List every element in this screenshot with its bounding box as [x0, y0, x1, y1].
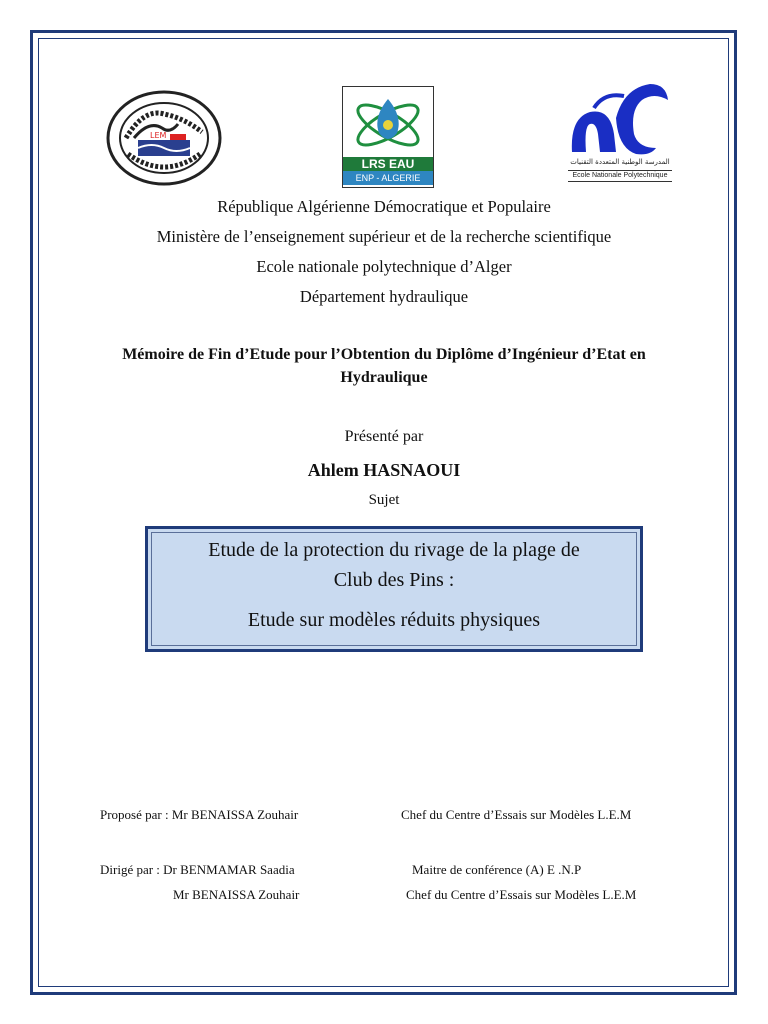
republic-line: République Algérienne Démocratique et Populaire — [217, 197, 551, 216]
subject-label: Sujet — [368, 492, 400, 508]
svg-text:LEM: LEM — [150, 131, 167, 140]
co-director-role: Chef du Centre d’Essais sur Modèles L.E.M — [406, 887, 637, 902]
lem-seal-logo — [104, 88, 224, 188]
directed-by: Dirigé par : Dr BENMAMAR Saadia — [100, 862, 295, 877]
ministry-line: Ministère de l’enseignement supérieur et de la recherche scientifique — [156, 227, 612, 246]
co-director-name: Mr BENAISSA Zouhair — [173, 887, 300, 902]
author-name: Ahlem HASNAOUI — [307, 460, 461, 480]
directed-by-role: Maitre de conférence (A) E .N.P — [412, 862, 582, 877]
lrs-eau-subtitle: ENP - ALGERIE — [343, 171, 433, 185]
lrs-eau-title: LRS EAU — [343, 157, 433, 171]
enp-arabic-caption: المدرسة الوطنية المتعددة التقنيات — [570, 158, 670, 166]
enp-logo — [564, 78, 674, 184]
school-line: Ecole nationale polytechnique d’Alger — [256, 257, 512, 276]
presented-by-label: Présenté par — [344, 428, 424, 445]
subject-line1: Etude de la protection du rivage de la plage de — [208, 539, 580, 561]
enp-caption: Ecole Nationale Polytechnique — [568, 170, 672, 182]
thesis-title-line1: Mémoire de Fin d’Etude pour l’Obtention du Diplôme d’Ingénieur d’Etat en — [122, 346, 646, 363]
proposed-by: Proposé par : Mr BENAISSA Zouhair — [100, 807, 299, 822]
subject-line3: Etude sur modèles réduits physiques — [247, 609, 541, 631]
proposed-by-role: Chef du Centre d’Essais sur Modèles L.E.M — [401, 807, 632, 822]
subject-line2: Club des Pins : — [333, 569, 455, 591]
thesis-title-line2: Hydraulique — [340, 369, 428, 386]
department-line: Département hydraulique — [299, 287, 469, 306]
lrs-eau-logo — [342, 86, 434, 188]
subject-box — [145, 526, 643, 652]
